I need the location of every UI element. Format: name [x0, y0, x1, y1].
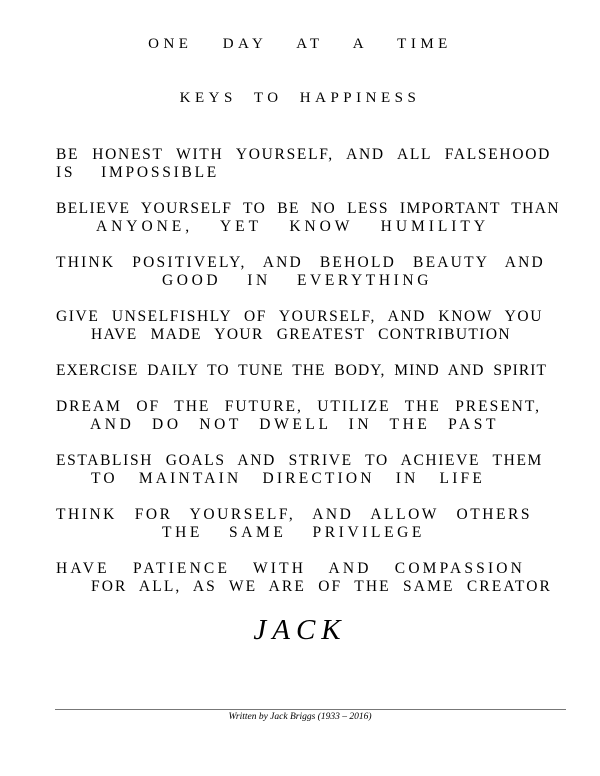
key-8-line-1: THINK FOR YOURSELF, AND ALLOW OTHERS — [56, 506, 533, 523]
key-3-line-2: GOOD IN EVERYTHING — [162, 272, 432, 289]
key-4-line-2: HAVE MADE YOUR GREATEST CONTRIBUTION — [91, 326, 511, 343]
key-9-line-2: FOR ALL, AS WE ARE OF THE SAME CREATOR — [91, 578, 553, 595]
key-5-line-1: EXERCISE DAILY TO TUNE THE BODY, MIND AND SPIRIT — [56, 362, 547, 379]
key-2-line-2: ANYONE, YET KNOW HUMILITY — [96, 218, 489, 235]
key-8-line-2: THE SAME PRIVILEGE — [162, 524, 425, 541]
key-6-line-1: DREAM OF THE FUTURE, UTILIZE THE PRESENT, — [56, 398, 542, 415]
key-7-line-1: ESTABLISH GOALS AND STRIVE TO ACHIEVE THEM — [56, 452, 543, 469]
key-9-line-1: HAVE PATIENCE WITH AND COMPASSION — [56, 560, 526, 577]
key-1-line-1: BE HONEST WITH YOURSELF, AND ALL FALSEHOOD — [56, 146, 551, 163]
key-4-line-1: GIVE UNSELFISHLY OF YOURSELF, AND KNOW YOU — [56, 308, 543, 325]
footer-divider — [55, 709, 566, 710]
key-2-line-1: BELIEVE YOURSELF TO BE NO LESS IMPORTANT THAN — [56, 200, 560, 217]
document-title: ONE DAY AT A TIME — [148, 36, 452, 52]
key-1-line-2: IS IMPOSSIBLE — [56, 164, 220, 181]
signature: JACK — [253, 614, 347, 646]
footer-credit: Written by Jack Briggs (1933 – 2016) — [228, 712, 372, 722]
key-6-line-2: AND DO NOT DWELL IN THE PAST — [90, 416, 500, 433]
key-7-line-2: TO MAINTAIN DIRECTION IN LIFE — [91, 470, 485, 487]
document-subtitle: KEYS TO HAPPINESS — [179, 90, 421, 106]
key-3-line-1: THINK POSITIVELY, AND BEHOLD BEAUTY AND — [56, 254, 545, 271]
